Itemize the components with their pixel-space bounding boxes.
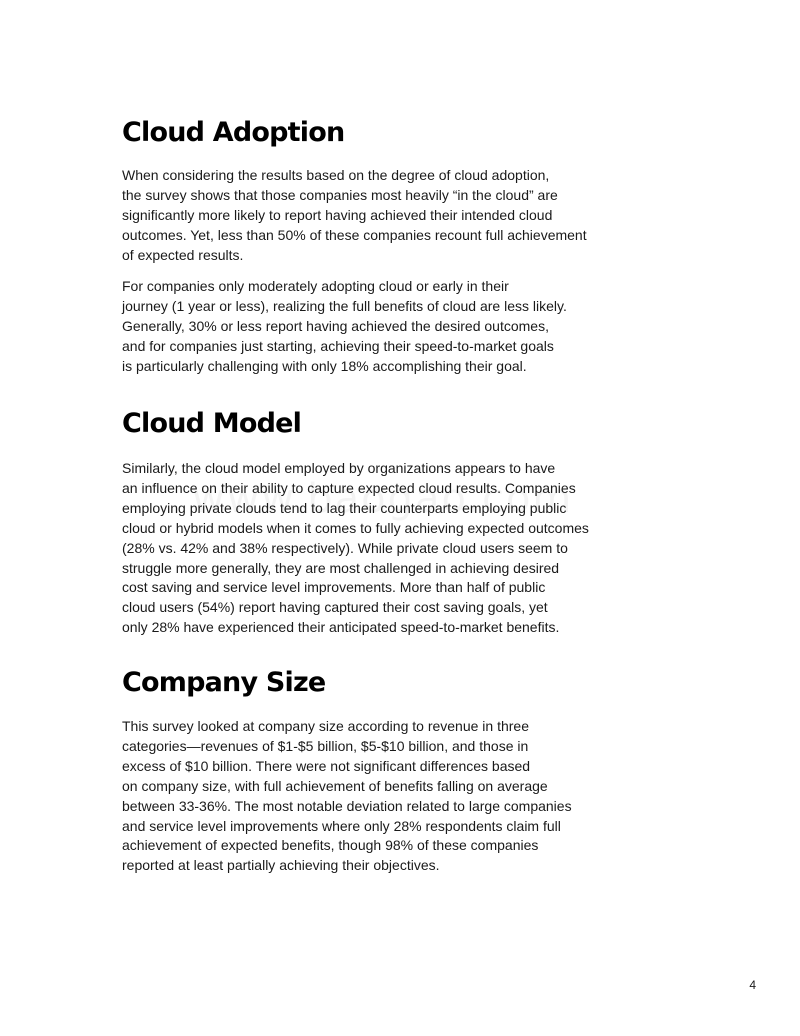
heading-company-size: Company Size	[122, 667, 326, 698]
paragraph-cloud-model	[122, 459, 662, 638]
text-line: between 33-36%. The most notable deviation related to large companies	[122, 797, 572, 814]
text-line: (28% vs. 42% and 38% respectively). While private cloud users seem to	[122, 539, 568, 556]
text-line: outcomes. Yet, less than 50% of these companies recount full achievement	[122, 226, 587, 243]
text-line: reported at least partially achieving their objectives.	[122, 857, 440, 874]
text-line: Similarly, the cloud model employed by organizations appears to have	[122, 460, 556, 476]
paragraph-cloud-adoption-1	[122, 166, 662, 266]
text-line: employing private clouds tend to lag their counterparts employing public	[122, 499, 567, 516]
paragraph-company-size	[122, 717, 662, 876]
text-line: an influence on their ability to capture expected cloud results. Companies	[122, 479, 576, 496]
text-line: struggle more generally, they are most challenged in achieving desired	[122, 559, 560, 576]
text-line: excess of $10 billion. There were not significant differences based	[122, 757, 531, 774]
text-line: on company size, with full achievement of benefits falling on average	[122, 777, 548, 794]
page-number: 4	[749, 978, 756, 992]
heading-cloud-adoption: Cloud Adoption	[122, 117, 345, 148]
text-line: significantly more likely to report having achieved their intended cloud	[122, 206, 553, 223]
text-line: and service level improvements where only 28% respondents claim full	[122, 817, 561, 834]
text-line: of expected results.	[122, 246, 244, 263]
text-line: and for companies just starting, achieving their speed-to-market goals	[122, 337, 554, 354]
text-line: categories—revenues of $1-$5 billion, $5-$10 billion, and those in	[122, 737, 529, 754]
text-line: Generally, 30% or less report having achieved the desired outcomes,	[122, 317, 549, 334]
text-line: is particularly challenging with only 18% accomplishing their goal.	[122, 357, 527, 374]
text-line: journey (1 year or less), realizing the full benefits of cloud are less likely.	[122, 297, 567, 314]
text-line: This survey looked at company size according to revenue in three	[122, 718, 529, 734]
text-line: cloud or hybrid models when it comes to fully achieving expected outcomes	[122, 519, 589, 536]
heading-cloud-model: Cloud Model	[122, 408, 302, 439]
text-line: only 28% have experienced their anticipated speed-to-market benefits.	[122, 619, 560, 636]
text-line: cost saving and service level improvements. More than half of public	[122, 579, 546, 596]
text-line: cloud users (54%) report having captured their cost saving goals, yet	[122, 599, 548, 616]
text-line: For companies only moderately adopting cloud or early in their	[122, 278, 509, 294]
text-line: the survey shows that those companies most heavily “in the cloud” are	[122, 186, 558, 203]
text-line: achievement of expected benefits, though 98% of these companies	[122, 837, 539, 854]
paragraph-cloud-adoption-2	[122, 277, 662, 377]
text-line: When considering the results based on the degree of cloud adoption,	[122, 167, 550, 183]
